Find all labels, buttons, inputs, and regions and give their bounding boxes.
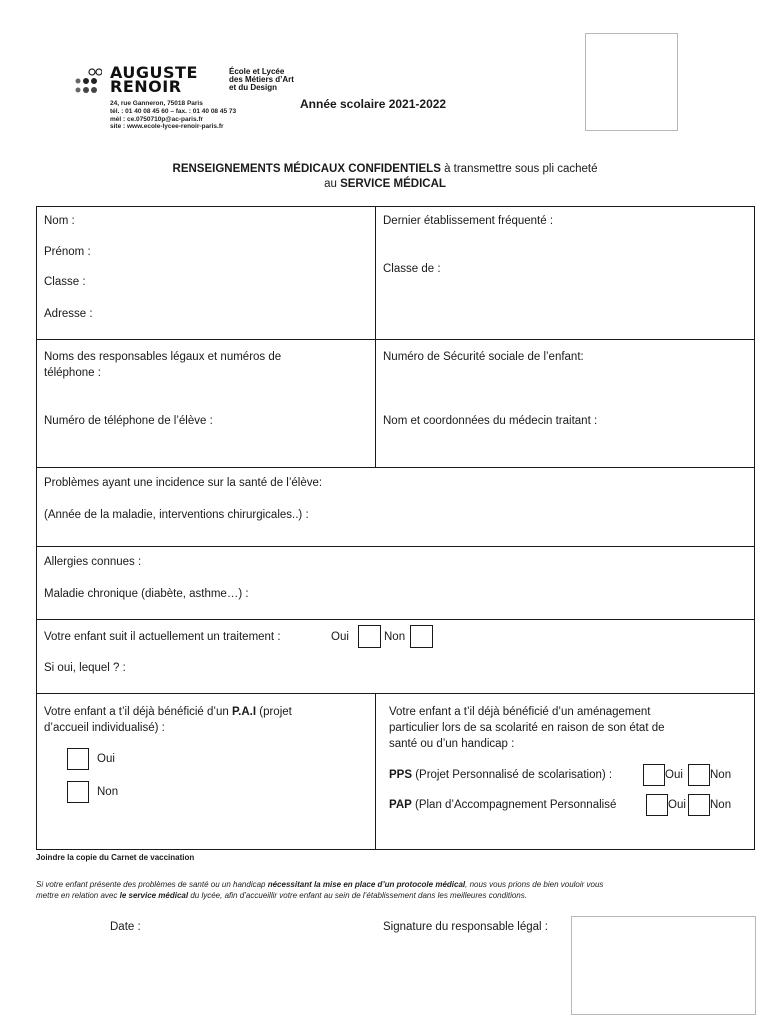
field-dernier-etablissement: Dernier établissement fréquenté :: [383, 215, 554, 227]
field-allergies: Allergies connues :: [44, 556, 142, 568]
field-medecin-traitant: Nom et coordonnées du médecin traitant :: [383, 415, 598, 427]
pai-question-text: Votre enfant a t’il déjà bénéficié d’un: [44, 706, 232, 718]
note-bold: le service médical: [119, 891, 189, 900]
traitement-non-label: Non: [384, 631, 406, 643]
field-securite-sociale: Numéro de Sécurité sociale de l’enfant:: [383, 351, 584, 363]
amenagement-question-2: particulier lors de sa scolarité en raison de son état de: [389, 722, 665, 734]
title-text: à transmettre sous pli cacheté: [440, 163, 598, 175]
note-text: mettre en relation avec: [36, 891, 120, 900]
pai-non-label: Non: [97, 786, 119, 798]
table-row-divider: [36, 693, 755, 694]
pps-oui-checkbox[interactable]: [643, 764, 665, 786]
pai-oui-label: Oui: [97, 753, 115, 765]
tagline-line: École et Lycée: [229, 67, 285, 76]
field-maladie-chronique: Maladie chronique (diabète, asthme…) :: [44, 588, 249, 600]
field-problemes-sante: Problèmes ayant une incidence sur la santé de l’élève:: [44, 477, 323, 489]
note-text: Si votre enfant présente des problèmes de santé ou un handicap: [36, 880, 268, 889]
note-text: du lycée, afin d’accueillir votre enfant au sein de l’établissement dans les meilleures conditions.: [188, 891, 527, 900]
field-nom: Nom :: [44, 215, 75, 227]
pap-label: [389, 798, 616, 812]
table-divider-vertical-bottom: [375, 693, 376, 849]
table-row-divider: [36, 467, 755, 468]
title-bold: RENSEIGNEMENTS MÉDICAUX CONFIDENTIELS: [172, 163, 441, 175]
tagline-line: et du Design: [229, 83, 278, 92]
pai-question: [44, 705, 292, 719]
pai-non-checkbox[interactable]: [67, 781, 89, 803]
pap-oui-checkbox[interactable]: [646, 794, 668, 816]
field-responsables-legaux-2: téléphone :: [44, 367, 101, 379]
pps-text: (Projet Personnalisé de scolarisation) :: [412, 769, 613, 781]
pap-oui-label: Oui: [668, 799, 686, 811]
table-border-right: [754, 206, 755, 850]
photo-box: [585, 33, 678, 131]
form-title-line-2: [0, 177, 770, 192]
medical-protocol-note-1: [36, 879, 603, 890]
field-classe-de: Classe de :: [383, 263, 441, 275]
date-label: Date :: [110, 921, 141, 933]
vaccination-note: Joindre la copie du Carnet de vaccination: [36, 853, 195, 862]
field-annee-maladie: (Année de la maladie, interventions chirurgicales..) :: [44, 509, 309, 521]
note-text: , nous vous prions de bien vouloir vous: [465, 880, 604, 889]
pap-text: (Plan d’Accompagnement Personnalisé: [411, 799, 617, 811]
amenagement-question-1: Votre enfant a t’il déjà bénéficié d’un aménagement: [389, 706, 651, 718]
school-logo-dots-icon: [74, 68, 102, 96]
note-bold: nécessitant la mise en place d’un protocole médical: [267, 880, 466, 889]
school-year: Année scolaire 2021-2022: [300, 97, 447, 111]
traitement-non-checkbox[interactable]: [410, 625, 433, 648]
school-address: [110, 100, 236, 131]
school-brand: [110, 63, 198, 96]
table-border-left: [36, 206, 37, 850]
address-line: tél. : 01 40 08 45 60 – fax. : 01 40 08 45 73: [110, 107, 237, 115]
brand-line-2: RENOIR: [110, 77, 182, 96]
table-divider-vertical-top: [375, 206, 376, 467]
pai-bold: P.A.I: [231, 706, 257, 718]
pps-bold: PPS: [389, 769, 413, 781]
pps-label: [389, 768, 612, 782]
table-row-divider: [36, 546, 755, 547]
pps-non-checkbox[interactable]: [688, 764, 710, 786]
table-row-divider: [36, 619, 755, 620]
table-border-top: [36, 206, 755, 207]
pai-question-text: (projet: [256, 706, 292, 718]
title-text: au: [324, 178, 341, 190]
school-tagline: [229, 68, 294, 92]
field-telephone-eleve: Numéro de téléphone de l’élève :: [44, 415, 213, 427]
pai-oui-checkbox[interactable]: [67, 748, 89, 770]
pap-bold: PAP: [389, 799, 412, 811]
pap-non-checkbox[interactable]: [688, 794, 710, 816]
address-line: mèl : ce.0750710p@ac-paris.fr: [110, 115, 204, 123]
address-line: site : www.ecole-lycee-renoir-paris.fr: [110, 123, 224, 131]
pap-non-label: Non: [710, 799, 732, 811]
signature-box[interactable]: [571, 916, 756, 1015]
amenagement-question-3: santé ou d’un handicap :: [389, 738, 515, 750]
field-responsables-legaux: Noms des responsables légaux et numéros de: [44, 351, 282, 363]
table-border-bottom: [36, 849, 755, 850]
signature-label: Signature du responsable légal :: [383, 921, 548, 933]
field-adresse: Adresse :: [44, 308, 93, 320]
address-line: 24, rue Ganneron, 75018 Paris: [110, 100, 203, 107]
traitement-oui-checkbox[interactable]: [358, 625, 381, 648]
field-classe: Classe :: [44, 276, 86, 288]
title-bold: SERVICE MÉDICAL: [340, 178, 446, 190]
tagline-line: des Métiers d’Art: [229, 75, 294, 84]
field-prenom: Prénom :: [44, 246, 91, 258]
field-traitement: Votre enfant suit il actuellement un traitement :: [44, 631, 281, 643]
medical-protocol-note-2: [36, 890, 527, 901]
brand-line-1: AUGUSTE: [110, 63, 198, 82]
traitement-oui-label: Oui: [331, 631, 349, 643]
field-lequel: Si oui, lequel ? :: [44, 662, 126, 674]
pps-non-label: Non: [710, 769, 732, 781]
pai-question-2: d’accueil individualisé) :: [44, 722, 165, 734]
pps-oui-label: Oui: [665, 769, 683, 781]
form-title-line-1: [0, 162, 770, 177]
table-row-divider: [36, 339, 755, 340]
